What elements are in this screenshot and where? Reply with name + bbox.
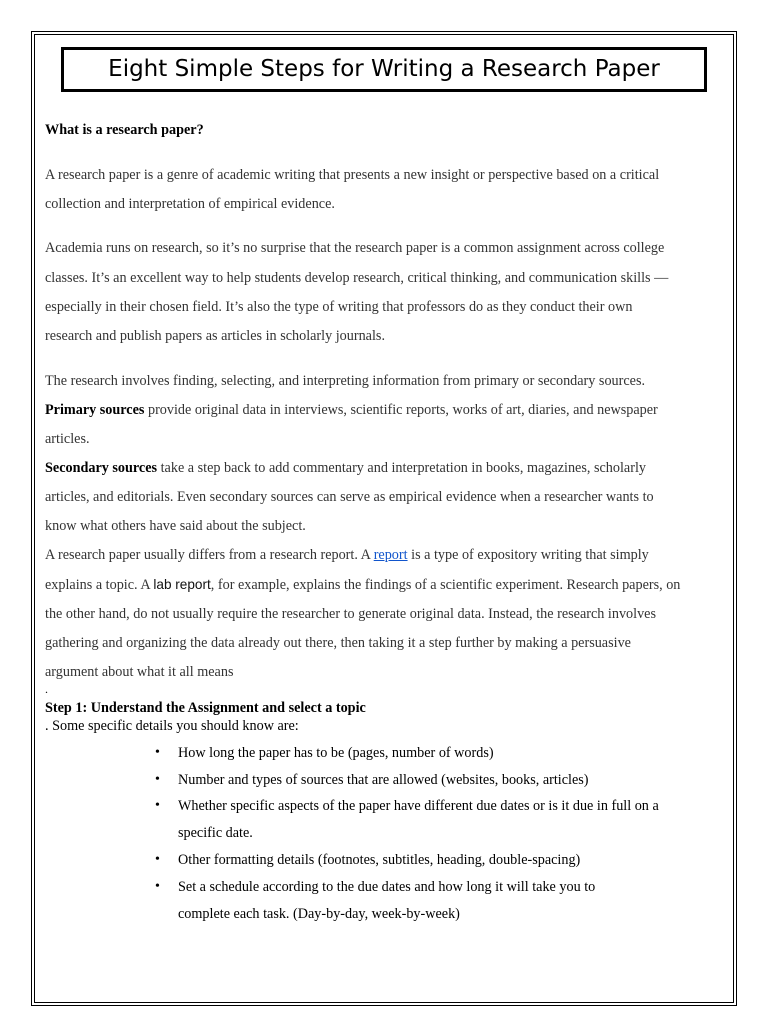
text-span: , for example, explains the findings of a scientific experiment. Research papers, on <box>210 577 681 593</box>
list-item-continuation: specific date. <box>178 825 253 841</box>
step1-intro: . Some specific details you should know are: <box>45 718 299 734</box>
text-span: A research paper usually differs from a research report. A <box>45 547 374 563</box>
primary-sources-term: Primary sources <box>45 402 145 418</box>
paragraph-line: argument about what it all means <box>45 664 234 680</box>
paragraph-line <box>45 547 649 564</box>
bullet-dot: • <box>155 772 160 787</box>
list-item: How long the paper has to be (pages, number of words) <box>178 745 494 761</box>
text-span: explains a topic. A <box>45 577 154 593</box>
lab-report-term: lab report <box>153 577 211 592</box>
paragraph-line: articles. <box>45 431 90 447</box>
step1-heading: Step 1: Understand the Assignment and select a topic <box>45 700 366 716</box>
list-item-continuation: complete each task. (Day-by-day, week-by-week) <box>178 906 460 922</box>
secondary-sources-text: take a step back to add commentary and interpretation in books, magazines, scholarly <box>157 460 646 476</box>
paragraph-line: Academia runs on research, so it’s no surprise that the research paper is a common assignment across college <box>45 240 665 256</box>
paragraph-line: the other hand, do not usually require the researcher to generate original data. Instead, the research involves <box>45 606 656 622</box>
list-item: Other formatting details (footnotes, subtitles, heading, double-spacing) <box>178 852 581 868</box>
paragraph-line: articles, and editorials. Even secondary sources can serve as empirical evidence when a researcher wants to <box>45 489 654 505</box>
paragraph-line: classes. It’s an excellent way to help students develop research, critical thinking, and communication skills — <box>45 270 669 286</box>
document-title: Eight Simple Steps for Writing a Research Paper <box>61 47 707 92</box>
paragraph-line: The research involves finding, selecting, and interpreting information from primary or secondary sources. <box>45 373 646 389</box>
bullet-dot: • <box>155 745 160 760</box>
paragraph-line: research and publish papers as articles in scholarly journals. <box>45 328 385 344</box>
section-heading: What is a research paper? <box>45 122 204 138</box>
primary-sources-text: provide original data in interviews, scientific reports, works of art, diaries, and newspaper <box>144 402 658 418</box>
paragraph-line <box>45 402 658 419</box>
text-span: is a type of expository writing that simply <box>407 547 649 563</box>
paragraph-line: know what others have said about the subject. <box>45 518 306 534</box>
bullet-dot: • <box>155 798 160 813</box>
list-item: Number and types of sources that are allowed (websites, books, articles) <box>178 772 589 788</box>
paragraph-line: A research paper is a genre of academic writing that presents a new insight or perspective based on a critical <box>45 167 660 183</box>
paragraph-line: collection and interpretation of empirical evidence. <box>45 196 335 212</box>
paragraph-line: especially in their chosen field. It’s also the type of writing that professors do as they conduct their own <box>45 299 633 315</box>
secondary-sources-term: Secondary sources <box>45 460 158 476</box>
bullet-dot: • <box>155 879 160 894</box>
bullet-dot: • <box>155 852 160 867</box>
paragraph-dot: . <box>45 682 48 696</box>
report-link[interactable]: report <box>373 547 408 563</box>
paragraph-line: gathering and organizing the data already out there, then taking it a step further by making a persuasive <box>45 635 631 651</box>
paragraph-line <box>45 577 680 594</box>
list-item: Set a schedule according to the due dates and how long it will take you to <box>178 879 596 895</box>
paragraph-line <box>45 460 646 477</box>
list-item: Whether specific aspects of the paper have different due dates or is it due in full on a <box>178 798 659 814</box>
